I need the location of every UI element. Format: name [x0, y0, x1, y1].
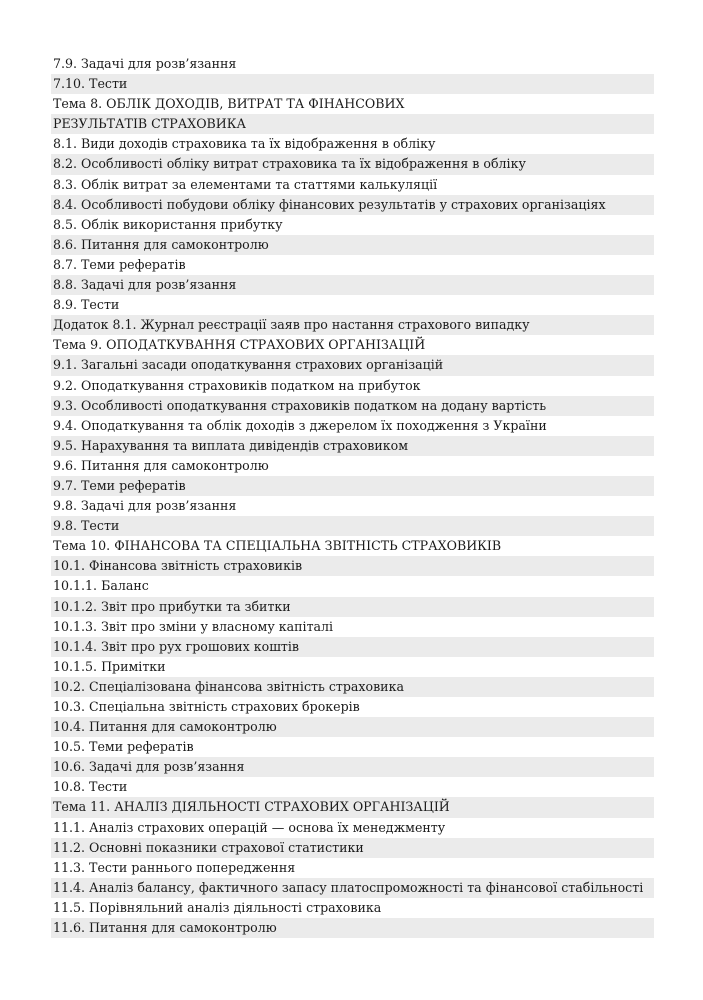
toc-entry: РЕЗУЛЬТАТІВ СТРАХОВИКА: [51, 114, 654, 134]
toc-entry: 10.3. Спеціальна звітність страхових брокерів: [53, 699, 360, 714]
toc-entry: 8.4. Особливості побудови обліку фінансових результатів у страхових організаціях: [51, 195, 654, 215]
toc-entry: 10.1. Фінансова звітність страховиків: [51, 556, 654, 576]
toc-entry: 9.8. Тести: [51, 516, 654, 536]
toc-entry: 10.1.3. Звіт про зміни у власному капіталі: [53, 618, 334, 634]
toc-entry: Додаток 8.1. Журнал реєстрації заяв про настання страхового випадку: [51, 315, 654, 335]
toc-entry: 9.1. Загальні засади оподаткування страхових організацій: [51, 355, 654, 375]
toc-entry: 8.3. Облік витрат за елементами та статтями калькуляції: [53, 176, 438, 192]
toc-entry: 9.4. Оподаткування та облік доходів з джерелом їх походження з України: [53, 417, 547, 433]
table-of-contents: [51, 54, 654, 938]
toc-entry: 11.5. Порівняльний аналіз діяльності страховика: [53, 899, 382, 915]
toc-entry: Тема 11. АНАЛІЗ ДІЯЛЬНОСТІ СТРАХОВИХ ОРГАНІЗАЦІЙ: [51, 797, 654, 817]
toc-entry: 9.2. Оподаткування страховиків податком на прибуток: [53, 377, 421, 393]
toc-entry: 9.7. Теми рефератів: [51, 476, 654, 496]
toc-entry: 10.1.2. Звіт про прибутки та збитки: [51, 597, 654, 617]
toc-entry: 8.7. Теми рефератів: [53, 256, 186, 272]
toc-entry: Тема 8. ОБЛІК ДОХОДІВ, ВИТРАТ ТА ФІНАНСОВИХ: [53, 96, 405, 112]
toc-entry: 11.1. Аналіз страхових операцій — основа їх менеджменту: [53, 819, 446, 835]
toc-entry: 11.4. Аналіз балансу, фактичного запасу платоспроможності та фінансової стабільності: [51, 878, 654, 898]
toc-entry: 10.4. Питання для самоконтролю: [51, 717, 654, 737]
toc-entry: 8.6. Питання для самоконтролю: [51, 235, 654, 255]
toc-entry: 10.1.1. Баланс: [53, 578, 149, 594]
toc-entry: 8.8. Задачі для розв’язання: [51, 275, 654, 295]
toc-entry: 9.8. Задачі для розв’язання: [53, 498, 237, 514]
toc-entry: Тема 10. ФІНАНСОВА ТА СПЕЦІАЛЬНА ЗВІТНІСТЬ СТРАХОВИКІВ: [53, 538, 502, 554]
toc-entry: 9.5. Нарахування та виплата дивідендів страховиком: [51, 436, 654, 456]
toc-entry: 9.6. Питання для самоконтролю: [53, 457, 269, 473]
toc-entry: 8.9. Тести: [53, 297, 120, 313]
toc-entry: 7.10. Тести: [51, 74, 654, 94]
toc-entry: 10.1.5. Примітки: [53, 658, 166, 674]
toc-entry: 10.8. Тести: [53, 779, 128, 795]
toc-entry: 10.5. Теми рефератів: [53, 739, 194, 755]
toc-entry: 9.3. Особливості оподаткування страховиків податком на додану вартість: [51, 396, 654, 416]
toc-entry: 10.2. Спеціалізована фінансова звітність страховика: [51, 677, 654, 697]
toc-entry: 10.6. Задачі для розв’язання: [51, 757, 654, 777]
toc-entry: 7.9. Задачі для розв’язання: [53, 56, 237, 71]
toc-entry: 8.1. Види доходів страховика та їх відображення в обліку: [53, 136, 436, 152]
toc-entry: 8.5. Облік використання прибутку: [53, 216, 283, 232]
toc-entry: 11.3. Тести раннього попередження: [53, 859, 296, 875]
toc-entry: 8.2. Особливості обліку витрат страховика та їх відображення в обліку: [51, 154, 654, 174]
toc-entry: 11.2. Основні показники страхової статистики: [51, 838, 654, 858]
toc-entry: Тема 9. ОПОДАТКУВАННЯ СТРАХОВИХ ОРГАНІЗАЦІЙ: [53, 337, 426, 353]
toc-entry: 11.6. Питання для самоконтролю: [51, 918, 654, 938]
toc-entry: 10.1.4. Звіт про рух грошових коштів: [51, 637, 654, 657]
